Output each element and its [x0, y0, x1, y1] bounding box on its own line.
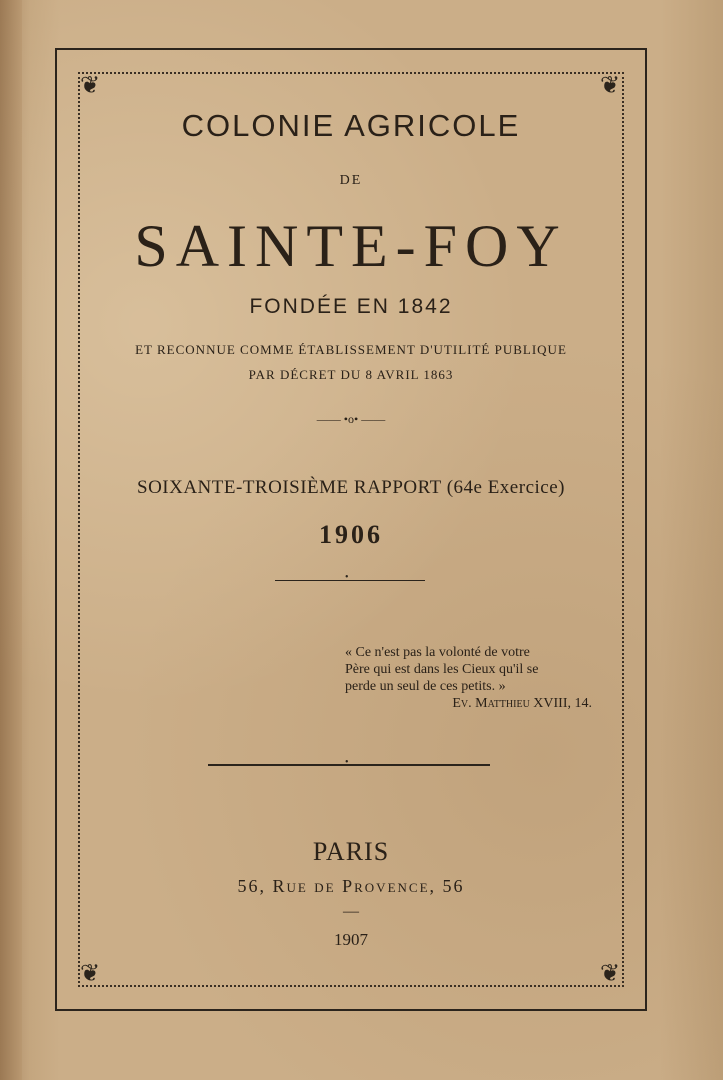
quote-line: perde un seul de ces petits. » [345, 679, 506, 694]
publication-year: 1907 [334, 930, 368, 949]
divider-dot-icon: • [345, 572, 349, 583]
page-edge-shadow [0, 0, 22, 1080]
divider-rule-long [208, 764, 490, 766]
publisher-address: 56, Rue de Provence, 56 [237, 876, 465, 896]
corner-ornament-icon: ❦ [79, 959, 101, 987]
title-de: DE [339, 173, 363, 188]
report-title: SOIXANTE-TROISIÈME RAPPORT (64e Exercice) [137, 477, 565, 498]
quote-line: Père qui est dans les Cieux qu'il se [345, 662, 539, 677]
publisher-city: PARIS [312, 837, 390, 866]
report-year: 1906 [319, 520, 383, 549]
corner-ornament-icon: ❦ [599, 959, 621, 987]
corner-ornament-icon: ❦ [599, 71, 621, 99]
bible-quote [345, 644, 610, 712]
corner-ornament-icon: ❦ [79, 71, 101, 99]
ornament-divider: —— •o• —— [316, 412, 386, 426]
recognition-line: ET RECONNUE COMME ÉTABLISSEMENT D'UTILITÉ PUBLIQUE [135, 342, 567, 357]
decree-line: PAR DÉCRET DU 8 AVRIL 1863 [248, 367, 454, 382]
divider-dot-icon: • [345, 757, 349, 768]
divider-rule [275, 580, 425, 581]
founded-line: FONDÉE EN 1842 [249, 295, 453, 318]
title-sainte-foy: SAINTE-FOY [134, 213, 568, 279]
separator-dash: — [343, 903, 359, 920]
quote-line: « Ce n'est pas la volonté de votre [345, 645, 530, 660]
quote-reference: Ev. Matthieu XVIII, 14. [452, 696, 592, 711]
title-colonie-agricole: COLONIE AGRICOLE [181, 108, 521, 143]
